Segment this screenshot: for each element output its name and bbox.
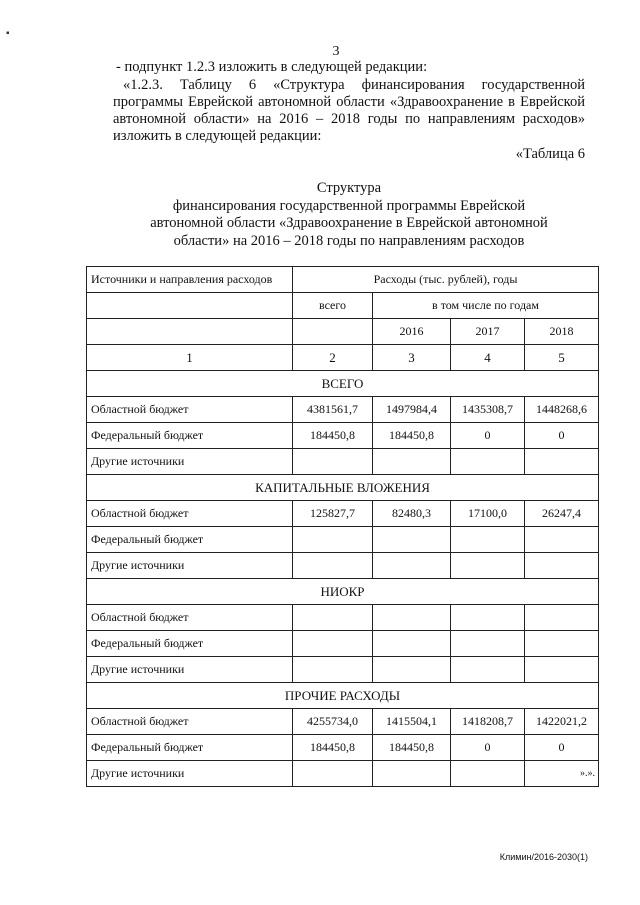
source-cell: Другие источники bbox=[87, 553, 293, 579]
title-line: финансирования государственной программы Еврейской bbox=[172, 197, 526, 214]
header-total: всего bbox=[293, 293, 373, 319]
table-row bbox=[87, 449, 599, 475]
source-cell: Другие источники bbox=[87, 657, 293, 683]
table-row bbox=[87, 397, 599, 423]
financing-table bbox=[86, 266, 599, 787]
header-row bbox=[87, 293, 599, 319]
total-cell bbox=[293, 657, 373, 683]
amendment-text: «1.2.3. Таблицу 6 «Структура финансирования государственной программы Еврейской автономной области «Здравоохранение в Еврейской автономной области» на 2016 – 2018 годы по направлениям расходов» изложить в следующей редакции: bbox=[113, 77, 585, 144]
column-index-row bbox=[87, 345, 599, 371]
table-row bbox=[87, 553, 599, 579]
table-row bbox=[87, 709, 599, 735]
year-2018-cell bbox=[525, 605, 599, 631]
year-2017-cell: 0 bbox=[451, 735, 525, 761]
table-row bbox=[87, 735, 599, 761]
subpoint-line: - подпункт 1.2.3 изложить в следующей редакции: bbox=[116, 59, 428, 75]
table-row bbox=[87, 657, 599, 683]
table-row bbox=[87, 605, 599, 631]
year-2018-cell: 1448268,6 bbox=[525, 397, 599, 423]
header-by-year: в том числе по годам bbox=[373, 293, 599, 319]
total-cell: 184450,8 bbox=[293, 735, 373, 761]
year-2016-cell bbox=[373, 761, 451, 787]
year-2017-cell: 17100,0 bbox=[451, 501, 525, 527]
year-2018-cell bbox=[525, 553, 599, 579]
page-number: 3 bbox=[332, 44, 340, 59]
header-sources: Источники и направления расходов bbox=[87, 267, 293, 293]
year-2017-cell bbox=[451, 449, 525, 475]
year-2018-cell bbox=[525, 449, 599, 475]
section-row bbox=[87, 579, 599, 605]
year-2016-cell: 184450,8 bbox=[373, 735, 451, 761]
title-line: области» на 2016 – 2018 годы по направлениям расходов bbox=[173, 232, 525, 249]
total-cell bbox=[293, 527, 373, 553]
table-row bbox=[87, 501, 599, 527]
year-2018-cell: 0 bbox=[525, 423, 599, 449]
year-2018-cell: 0 bbox=[525, 735, 599, 761]
source-cell: Федеральный бюджет bbox=[87, 527, 293, 553]
table-title bbox=[113, 180, 585, 250]
section-row bbox=[87, 683, 599, 709]
year-2016-cell bbox=[373, 527, 451, 553]
source-cell: Областной бюджет bbox=[87, 397, 293, 423]
year-2016: 2016 bbox=[373, 319, 451, 345]
table-reference: «Таблица 6 bbox=[515, 146, 585, 162]
col-index: 4 bbox=[451, 345, 525, 371]
year-2016-cell bbox=[373, 605, 451, 631]
title-line: Структура bbox=[316, 180, 382, 196]
section-row bbox=[87, 371, 599, 397]
year-2018-cell: 1422021,2 bbox=[525, 709, 599, 735]
section-title: ПРОЧИЕ РАСХОДЫ bbox=[87, 683, 599, 709]
year-2017-cell bbox=[451, 631, 525, 657]
source-cell: Областной бюджет bbox=[87, 605, 293, 631]
year-2018-cell bbox=[525, 527, 599, 553]
footer-code: Климин/2016-2030(1) bbox=[499, 852, 588, 862]
col-index: 3 bbox=[373, 345, 451, 371]
table-row bbox=[87, 527, 599, 553]
empty-cell bbox=[87, 319, 293, 345]
year-2017-cell bbox=[451, 605, 525, 631]
year-2017-cell: 1435308,7 bbox=[451, 397, 525, 423]
total-cell bbox=[293, 761, 373, 787]
scan-mark: ▪ bbox=[6, 28, 10, 39]
year-2018-cell: 26247,4 bbox=[525, 501, 599, 527]
source-cell: Федеральный бюджет bbox=[87, 631, 293, 657]
section-row bbox=[87, 475, 599, 501]
year-2017-cell bbox=[451, 761, 525, 787]
empty-cell bbox=[293, 319, 373, 345]
source-cell: Другие источники bbox=[87, 449, 293, 475]
year-2017-cell bbox=[451, 657, 525, 683]
total-cell: 125827,7 bbox=[293, 501, 373, 527]
title-line: автономной области «Здравоохранение в Еврейской автономной bbox=[150, 215, 548, 231]
year-2016-cell bbox=[373, 449, 451, 475]
year-2017: 2017 bbox=[451, 319, 525, 345]
section-title: КАПИТАЛЬНЫЕ ВЛОЖЕНИЯ bbox=[87, 475, 599, 501]
source-cell: Областной бюджет bbox=[87, 709, 293, 735]
year-2017-cell: 1418208,7 bbox=[451, 709, 525, 735]
col-index: 5 bbox=[525, 345, 599, 371]
header-row bbox=[87, 267, 599, 293]
source-cell: Областной бюджет bbox=[87, 501, 293, 527]
table-row bbox=[87, 631, 599, 657]
amendment-paragraph bbox=[113, 77, 585, 145]
year-2018-cell: ».». bbox=[525, 761, 599, 787]
year-2016-cell bbox=[373, 657, 451, 683]
source-cell: Другие источники bbox=[87, 761, 293, 787]
section-title: НИОКР bbox=[87, 579, 599, 605]
total-cell: 4381561,7 bbox=[293, 397, 373, 423]
year-2016-cell bbox=[373, 553, 451, 579]
source-cell: Федеральный бюджет bbox=[87, 735, 293, 761]
year-2018-cell bbox=[525, 631, 599, 657]
year-2018: 2018 bbox=[525, 319, 599, 345]
year-2017-cell bbox=[451, 527, 525, 553]
table-row bbox=[87, 423, 599, 449]
year-2018-cell bbox=[525, 657, 599, 683]
total-cell bbox=[293, 631, 373, 657]
section-title: ВСЕГО bbox=[87, 371, 599, 397]
year-2016-cell: 1497984,4 bbox=[373, 397, 451, 423]
total-cell bbox=[293, 449, 373, 475]
header-expenses: Расходы (тыс. рублей), годы bbox=[293, 267, 599, 293]
year-2017-cell bbox=[451, 553, 525, 579]
year-2017-cell: 0 bbox=[451, 423, 525, 449]
total-cell bbox=[293, 605, 373, 631]
year-2016-cell: 1415504,1 bbox=[373, 709, 451, 735]
col-index: 2 bbox=[293, 345, 373, 371]
empty-cell bbox=[87, 293, 293, 319]
col-index: 1 bbox=[87, 345, 293, 371]
table-row bbox=[87, 761, 599, 787]
year-2016-cell: 82480,3 bbox=[373, 501, 451, 527]
header-row bbox=[87, 319, 599, 345]
total-cell: 184450,8 bbox=[293, 423, 373, 449]
year-2016-cell: 184450,8 bbox=[373, 423, 451, 449]
source-cell: Федеральный бюджет bbox=[87, 423, 293, 449]
year-2016-cell bbox=[373, 631, 451, 657]
total-cell bbox=[293, 553, 373, 579]
total-cell: 4255734,0 bbox=[293, 709, 373, 735]
